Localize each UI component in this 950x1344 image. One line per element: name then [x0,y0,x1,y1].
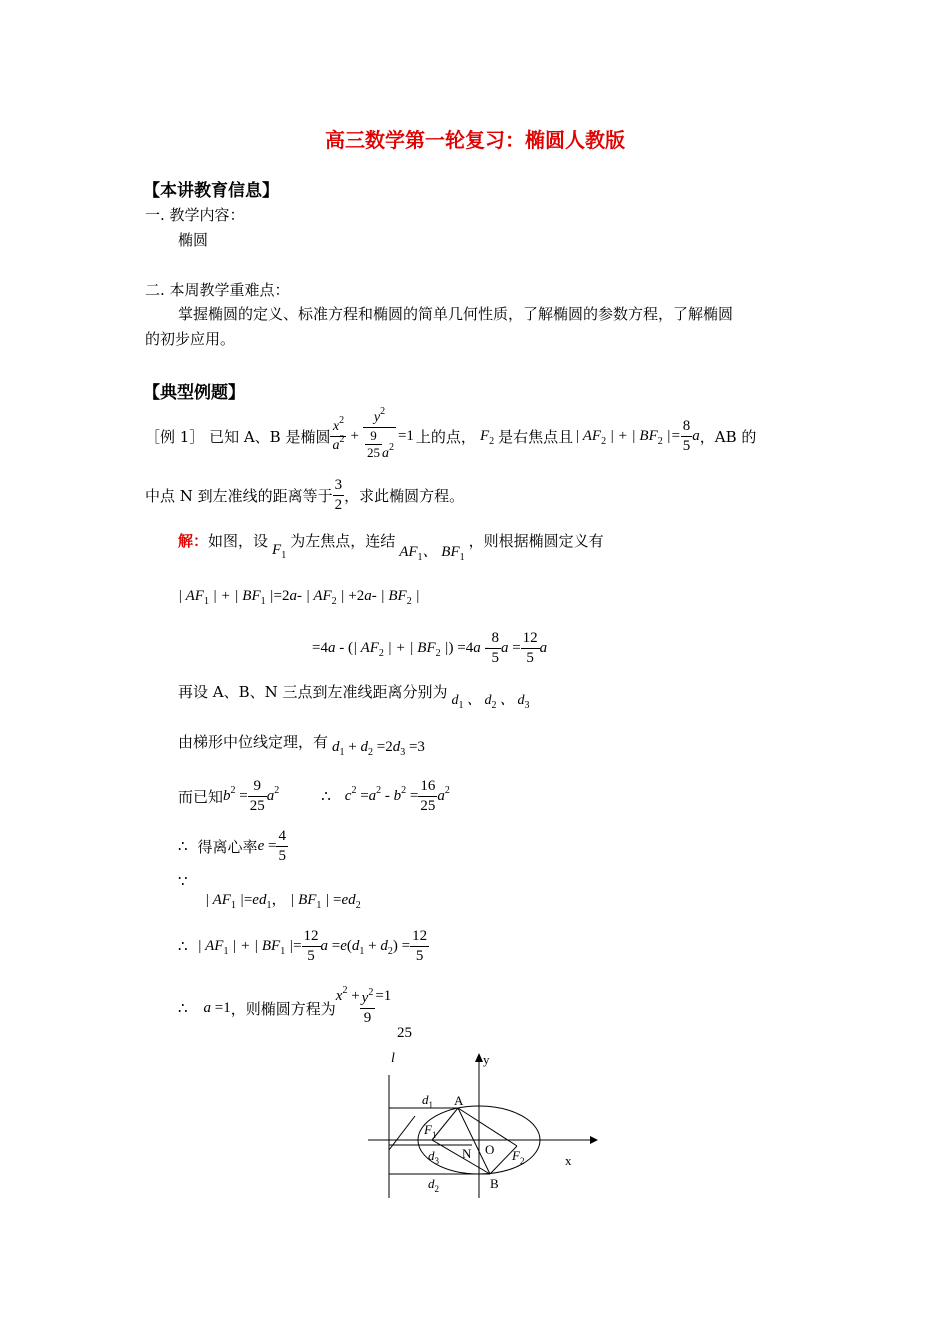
because-symbol: ∵ [178,872,188,890]
solution-line4-text: 再设 A、B、N 三点到左准线距离分别为 [178,682,448,701]
page-title: 高三数学第一轮复习：椭圆人教版 [325,128,625,152]
label-d2: $d_2$ [428,1176,439,1194]
ellipse-term-y: $y^2$ $\frac{9}{25}$ $a^2$ [363,409,396,463]
solution-equation1: | $AF_1$ | + | $BF_1$ |=2a- | $AF_2$ | +2a- | $BF_2$ | [178,588,420,607]
therefore-symbol-3: ∴ [178,937,188,955]
solution-line7-text: 得离心率 [197,837,258,856]
item1-label: 一. 教学内容： [145,206,245,224]
label-a: A [454,1093,464,1108]
solution-line6: 而已知 $b^2$ = $\frac{9}{25}$ $a^2$ ∴ $c^2 =a^2 - b^2$ = $\frac{16}{25}$ $a^2$ [178,777,450,814]
solution-line1b: 为左焦点，连结 [290,531,396,550]
label-d1: $d_1$ [422,1092,433,1110]
three-halves: $\frac{3}{2}$ [334,476,343,513]
solution-line8: | $AF_1$ $|=ed_1$， | $BF_1$ | $=ed_2$ [205,892,361,911]
item2-line1: 掌握椭圆的定义、标准方程和椭圆的简单几何性质，了解椭圆的参数方程，了解椭圆 [178,305,734,323]
label-o: O [485,1142,495,1157]
therefore-symbol: ∴ [321,787,331,805]
item2-label: 二. 本周教学重难点： [145,281,290,299]
example1-statement-line1: ［例 1］ 已知 A、B 是椭圆 $\frac{x^2}{a^2}$ + $y^2$ $\frac{9}{25}$ $a^2$ =1 上的点， $F_2$ 是右焦点且 | $AF_2$ | + | $BF_2$ |= $\frac{8}{5}$ a ，AB 的 [145,406,757,462]
example1-mid1: 上的点， [415,427,476,446]
eight-fifths: $\frac{8}{5}$ [682,417,691,454]
example1-line2a: 中点 N 到左准线的距离等于 [145,486,333,505]
label-x: x [565,1153,572,1168]
solution-line1a: 如图，设 [208,531,269,550]
solution-line5-text: 由梯形中位线定理，有 [178,732,329,751]
label-d3: $d_3$ [428,1148,439,1166]
example1-ab: ，AB 的 [699,427,757,446]
therefore-symbol-2: ∴ [178,837,188,855]
example1-mid2: 是右焦点且 [498,427,574,446]
label-n: N [462,1146,472,1161]
solution-equation2: =4a - (| $AF_2$ | + | $BF_2$ |) =4a - $\frac{8}{5}$ a = $\frac{12}{5}$ a [312,629,548,666]
solution-line1c: ，则根据椭圆定义有 [468,531,604,550]
example1-line2b: ，求此椭圆方程。 [344,486,465,505]
ellipse-figure [360,1050,600,1210]
section-heading-info: 【本讲教育信息】 [143,181,279,201]
example1-statement-line2 [145,474,464,516]
example1-prefix: ［例 1］ 已知 A、B 是椭圆 [145,427,331,446]
therefore-symbol-4: ∴ [178,999,188,1017]
solution-line4: 再设 A、B、N 三点到左准线距离分别为 $d_1$ 、 $d_2$ 、 $d_3$ [178,682,530,711]
solution-line6-text: 而已知 [178,787,224,806]
label-b: B [490,1176,499,1191]
solution-line10-text: ，则椭圆方程为 [230,999,336,1018]
ellipse-equation-denominator: 25 [397,1025,412,1041]
solution-label: 解： [178,531,209,550]
label-f1: $F_1$ [424,1122,437,1140]
solution-line9: ∴ | $AF_1$ | + | $BF_1$ |= $\frac{12}{5}$ $a =e(d_1 + d_2)$ = $\frac{12}{5}$ [178,927,428,964]
ellipse-term-x: $\frac{x^2}{a^2}$ [332,415,345,453]
section-heading-examples: 【典型例题】 [143,383,245,403]
x-axis-arrow [590,1136,598,1144]
solution-line10: ∴ a =1 ，则椭圆方程为 $x^2$ + $\frac{y^2}{9}$ =1 [178,984,392,1026]
label-f2: $F_2$ [512,1148,525,1166]
item2-line2: 的初步应用。 [145,330,236,348]
solution-line7: ∴ 得离心率 e = $\frac{4}{5}$ [178,827,286,864]
item1-content: 椭圆 [178,231,209,249]
y-axis-arrow [475,1053,483,1062]
solution-line1: 解： 如图，设 $F_1$ 为左焦点，连结 $AF_1$、 $BF_1$ ，则根据椭圆定义有 [178,531,604,563]
label-l: l [391,1051,395,1066]
solution-line5: 由梯形中位线定理，有 $d_1 + d_2 =2d_3 =3$ [178,732,425,758]
label-y: y [483,1052,490,1067]
